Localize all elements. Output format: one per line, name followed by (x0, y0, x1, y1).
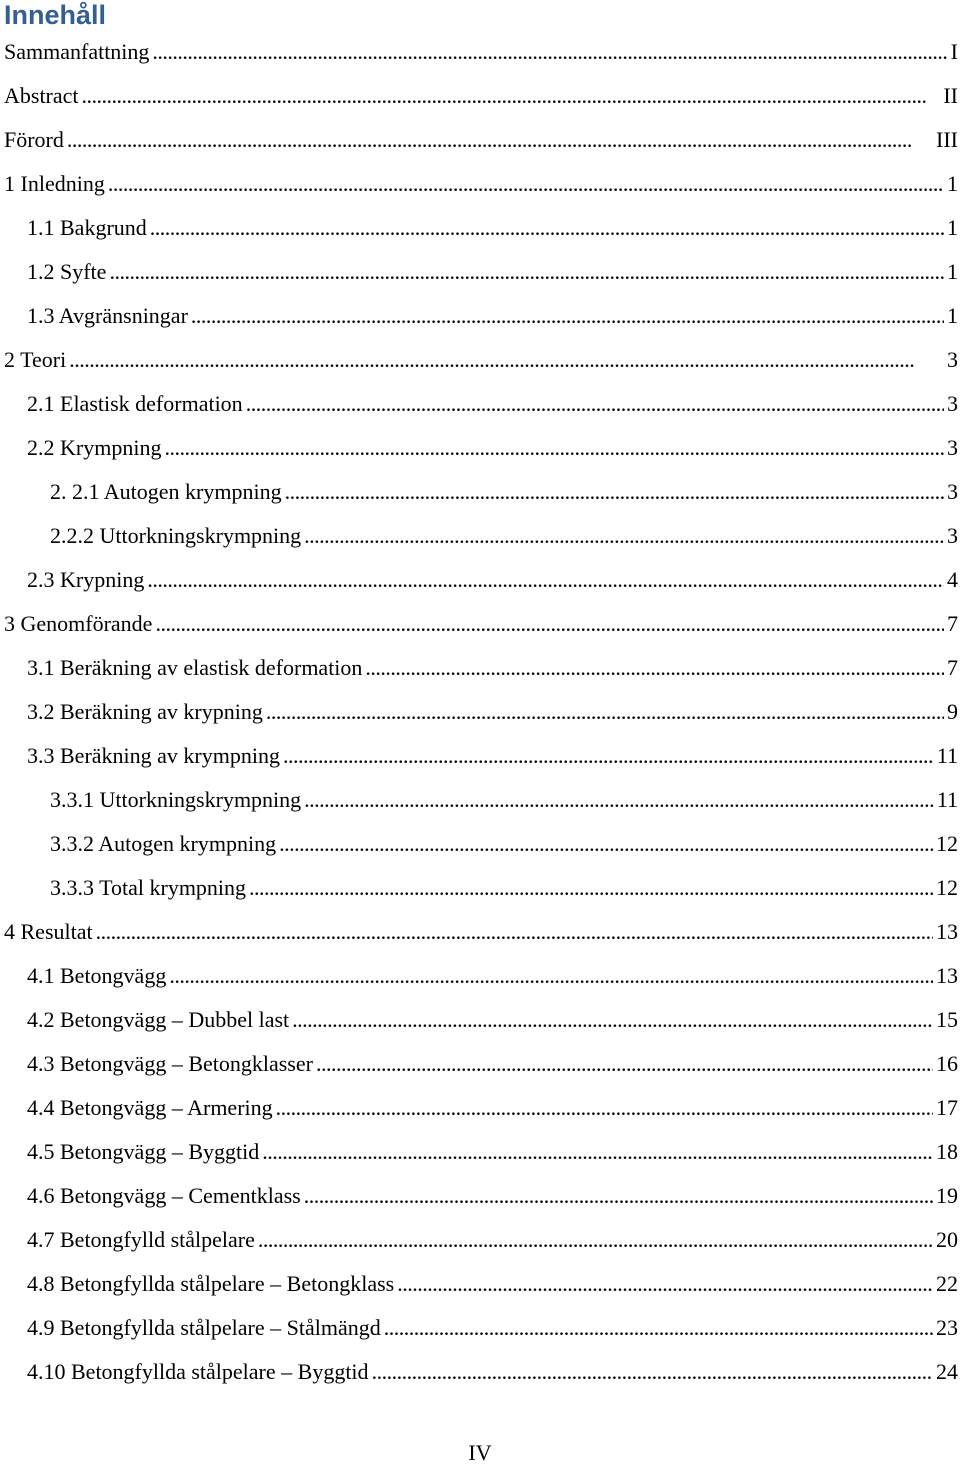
toc-entry-title[interactable]: 2.1 Elastisk deformation (27, 391, 243, 416)
toc-entry-page[interactable]: 3 (947, 435, 958, 460)
toc-entry-title[interactable]: 4 Resultat (4, 919, 93, 944)
toc-entry-title[interactable]: 1.2 Syfte (27, 259, 107, 284)
toc-entry[interactable] (0, 646, 960, 690)
toc-entry[interactable] (0, 470, 960, 514)
toc-entry[interactable] (0, 778, 960, 822)
toc-entry-title[interactable]: 4.3 Betongvägg – Betongklasser (27, 1051, 313, 1076)
toc-entry-page[interactable]: 12 (936, 875, 958, 900)
toc-entry-title[interactable]: 1.1 Bakgrund (27, 215, 147, 240)
toc-entry[interactable] (0, 1174, 960, 1218)
toc-entry[interactable] (0, 1130, 960, 1174)
dot-leader (249, 866, 933, 910)
toc-entry[interactable] (0, 1306, 960, 1350)
toc-entry-title[interactable]: 3.2 Beräkning av krypning (27, 699, 263, 724)
toc-entry-title[interactable]: 1.3 Avgränsningar (27, 303, 188, 328)
toc-entry[interactable] (0, 998, 960, 1042)
toc-entry-page[interactable]: 1 (947, 171, 958, 196)
toc-entry-page[interactable]: 11 (936, 743, 958, 768)
toc-entry[interactable] (0, 30, 960, 74)
toc-entry[interactable] (0, 514, 960, 558)
toc-entry-title[interactable]: 1 Inledning (4, 171, 105, 196)
toc-entry-page[interactable]: 11 (936, 787, 958, 812)
toc-entry-page[interactable]: 7 (947, 611, 958, 636)
toc-entry-title[interactable]: 4.9 Betongfyllda stålpelare – Stålmängd (27, 1315, 381, 1340)
toc-entry-page[interactable]: 9 (947, 699, 958, 724)
toc-entry-page[interactable]: 12 (936, 831, 958, 856)
toc-entry-page[interactable]: 3 (947, 391, 958, 416)
toc-entry-title[interactable]: 3.3.3 Total krympning (50, 875, 247, 900)
toc-entry[interactable] (0, 910, 960, 954)
toc-entry-page[interactable]: III (936, 127, 958, 152)
toc-entry[interactable] (0, 426, 960, 470)
toc-entry-page[interactable]: 1 (947, 215, 958, 240)
toc-entry[interactable] (0, 822, 960, 866)
toc-entry-title[interactable]: 4.1 Betongvägg (27, 963, 167, 988)
toc-entry-page[interactable]: 19 (936, 1183, 958, 1208)
toc-entry[interactable] (0, 1262, 960, 1306)
toc-entry[interactable] (0, 74, 960, 118)
toc-entry-page[interactable]: 3 (947, 347, 958, 372)
dot-leader (316, 1042, 933, 1086)
toc-entry[interactable] (0, 118, 960, 162)
dot-leader (82, 74, 941, 118)
toc-entry-page[interactable]: 24 (936, 1359, 958, 1384)
dot-leader (266, 690, 944, 734)
dot-leader (246, 382, 944, 426)
toc-entry[interactable] (0, 1350, 960, 1394)
dot-leader (304, 514, 944, 558)
table-of-contents (0, 30, 960, 1394)
toc-entry[interactable] (0, 250, 960, 294)
toc-entry-page[interactable]: 3 (947, 479, 958, 504)
toc-entry-page[interactable]: 17 (936, 1095, 958, 1120)
toc-entry-title[interactable]: 4.10 Betongfyllda stålpelare – Byggtid (27, 1359, 369, 1384)
toc-entry-title[interactable]: Förord (4, 127, 64, 152)
toc-entry-page[interactable]: 18 (936, 1139, 958, 1164)
dot-leader (147, 558, 944, 602)
toc-entry-page[interactable]: II (943, 83, 958, 108)
toc-entry-title[interactable]: 4.4 Betongvägg – Armering (27, 1095, 273, 1120)
toc-entry-page[interactable]: 13 (936, 919, 958, 944)
dot-leader (384, 1306, 933, 1350)
toc-entry[interactable] (0, 734, 960, 778)
toc-entry-title[interactable]: 2.3 Krypning (27, 567, 145, 592)
toc-entry[interactable] (0, 1086, 960, 1130)
dot-leader (109, 250, 944, 294)
toc-entry-title[interactable]: 2. 2.1 Autogen krympning (50, 479, 282, 504)
toc-entry[interactable] (0, 558, 960, 602)
toc-entry-title[interactable]: 4.7 Betongfylld stålpelare (27, 1227, 255, 1252)
toc-entry-title[interactable]: 4.2 Betongvägg – Dubbel last (27, 1007, 290, 1032)
toc-entry[interactable] (0, 206, 960, 250)
toc-entry-title[interactable]: Abstract (4, 83, 79, 108)
toc-entry-title[interactable]: 4.6 Betongvägg – Cementklass (27, 1183, 301, 1208)
dot-leader (285, 470, 944, 514)
toc-entry-page[interactable]: 22 (936, 1271, 958, 1296)
toc-entry[interactable] (0, 1218, 960, 1262)
toc-entry-title[interactable]: 3 Genomförande (4, 611, 153, 636)
toc-entry-title[interactable]: 3.3 Beräkning av krympning (27, 743, 280, 768)
page-number: IV (468, 1440, 492, 1465)
dot-leader (262, 1130, 933, 1174)
dot-leader (152, 30, 947, 74)
dot-leader (108, 162, 944, 206)
toc-entry-title[interactable]: 2.2.2 Uttorkningskrympning (50, 523, 302, 548)
dot-leader (258, 1218, 933, 1262)
toc-entry-title[interactable]: 2 Teori (4, 347, 67, 372)
toc-entry-page[interactable]: 13 (936, 963, 958, 988)
toc-entry-page[interactable]: 15 (936, 1007, 958, 1032)
toc-entry-page[interactable]: 4 (947, 567, 958, 592)
toc-entry[interactable] (0, 602, 960, 646)
dot-leader (67, 118, 933, 162)
toc-entry-page[interactable]: 3 (947, 523, 958, 548)
dot-leader (365, 646, 944, 690)
dot-leader (304, 1174, 933, 1218)
toc-entry[interactable] (0, 690, 960, 734)
toc-entry[interactable] (0, 294, 960, 338)
toc-entry-title[interactable]: 3.1 Beräkning av elastisk deformation (27, 655, 363, 680)
toc-entry-page[interactable]: 1 (947, 259, 958, 284)
toc-entry-title[interactable]: 3.3.2 Autogen krympning (50, 831, 277, 856)
dot-leader (304, 778, 934, 822)
toc-entry-page[interactable]: 20 (936, 1227, 958, 1252)
toc-entry[interactable] (0, 162, 960, 206)
toc-entry[interactable] (0, 866, 960, 910)
dot-leader (155, 602, 944, 646)
dot-leader (292, 998, 933, 1042)
dot-leader (279, 822, 933, 866)
dot-leader (372, 1350, 933, 1394)
toc-entry-page[interactable]: I (950, 39, 958, 64)
dot-leader (164, 426, 944, 470)
toc-entry-title[interactable]: 2.2 Krympning (27, 435, 162, 460)
dot-leader (283, 734, 934, 778)
dot-leader (150, 206, 944, 250)
dot-leader (96, 910, 933, 954)
toc-heading: Innehåll (4, 0, 107, 30)
dot-leader (397, 1262, 933, 1306)
toc-entry-page[interactable]: 7 (947, 655, 958, 680)
toc-entry[interactable] (0, 338, 960, 382)
toc-entry-title[interactable]: Sammanfattning (4, 39, 150, 64)
toc-entry-title[interactable]: 4.5 Betongvägg – Byggtid (27, 1139, 260, 1164)
toc-entry-page[interactable]: 1 (947, 303, 958, 328)
dot-leader (69, 338, 944, 382)
toc-entry-title[interactable]: 4.8 Betongfyllda stålpelare – Betongklass (27, 1271, 395, 1296)
toc-entry-title[interactable]: 3.3.1 Uttorkningskrympning (50, 787, 302, 812)
dot-leader (169, 954, 933, 998)
toc-entry[interactable] (0, 954, 960, 998)
toc-entry-page[interactable]: 23 (936, 1315, 958, 1340)
toc-entry[interactable] (0, 1042, 960, 1086)
dot-leader (276, 1086, 933, 1130)
toc-entry-page[interactable]: 16 (936, 1051, 958, 1076)
dot-leader (191, 294, 944, 338)
toc-entry[interactable] (0, 382, 960, 426)
